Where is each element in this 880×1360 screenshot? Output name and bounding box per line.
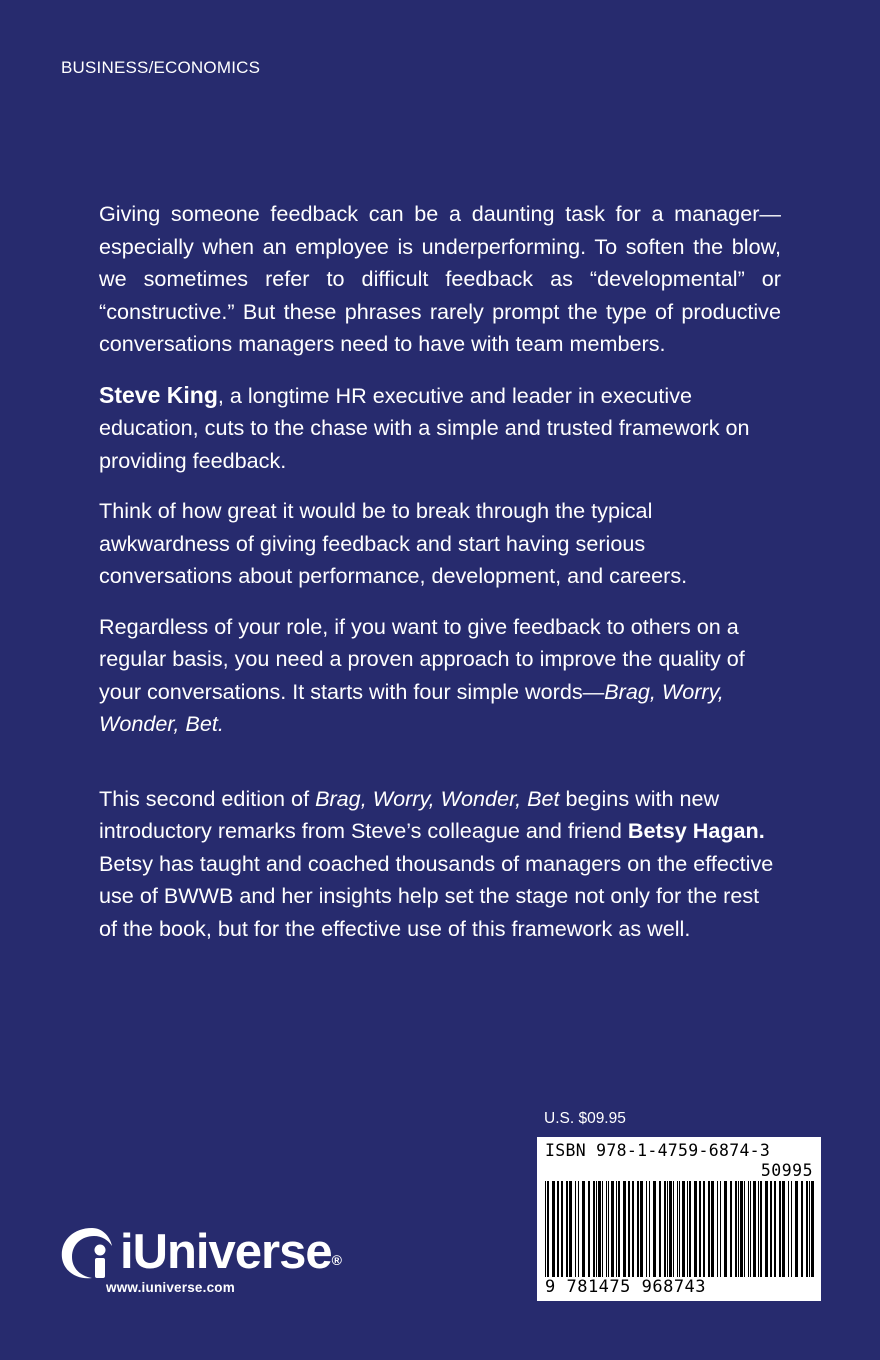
framework-words: Brag, Worry, Wonder, Bet.	[99, 678, 724, 736]
ean-digits: 9 781475 968743	[545, 1277, 707, 1297]
barcode-bar	[717, 1181, 718, 1277]
barcode-bar	[774, 1181, 776, 1277]
barcode-bar	[561, 1181, 563, 1277]
barcode-bar	[724, 1181, 727, 1277]
barcode-bar	[720, 1181, 721, 1277]
barcode-bar	[801, 1181, 803, 1277]
price-label: U.S. $09.95	[544, 1110, 626, 1127]
barcode-bar	[545, 1181, 546, 1277]
barcode-bar	[788, 1181, 789, 1277]
barcode-bar	[703, 1181, 705, 1277]
barcode-bar	[667, 1181, 668, 1277]
blurb-text: Betsy has taught and coached thousands of managers on the effective use of BWWB and her insights help set the stage not only for the rest of the book, but for the effective use of this framework as well.	[99, 850, 774, 941]
blurb-text: This second edition of	[99, 785, 316, 811]
barcode-bar	[575, 1181, 576, 1277]
barcode-bar	[628, 1181, 630, 1277]
barcode-bar	[552, 1181, 555, 1277]
author-name: Steve King	[99, 381, 218, 408]
blurb-paragraph-5	[99, 783, 781, 946]
barcode-bar	[611, 1181, 614, 1277]
barcode-bar	[682, 1181, 685, 1277]
isbn-barcode	[537, 1137, 821, 1301]
barcode-bar	[578, 1181, 579, 1277]
barcode-bar	[637, 1181, 639, 1277]
barcode-bar	[758, 1181, 759, 1277]
publisher-url: www.iuniverse.com	[106, 1280, 235, 1295]
blurb-paragraph-3	[99, 495, 781, 593]
barcode-bars	[543, 1181, 815, 1277]
barcode-bar	[557, 1181, 559, 1277]
blurb-paragraph-2	[99, 379, 781, 478]
barcode-bar	[608, 1181, 609, 1277]
barcode-bar	[687, 1181, 688, 1277]
barcode-bar	[694, 1181, 697, 1277]
barcode-bar	[699, 1181, 701, 1277]
barcode-bar	[640, 1181, 643, 1277]
barcode-bar	[646, 1181, 647, 1277]
barcode-bar	[765, 1181, 768, 1277]
barcode-bar	[593, 1181, 595, 1277]
barcode-bar	[566, 1181, 568, 1277]
price-code: 50995	[760, 1161, 813, 1180]
barcode-bar	[711, 1181, 714, 1277]
barcode-bar	[659, 1181, 661, 1277]
barcode-bar	[588, 1181, 590, 1277]
blurb-paragraph-1	[99, 198, 781, 361]
barcode-bar	[582, 1181, 585, 1277]
publisher-logo	[58, 1222, 388, 1312]
blurb-text: Think of how great it would be to break through the typical awkwardness of giving feedback and start having serious conversations about performance, development, and careers.	[99, 498, 688, 588]
barcode-bar	[602, 1181, 603, 1277]
barcode-bar	[738, 1181, 739, 1277]
barcode-bar	[740, 1181, 743, 1277]
barcode-bar	[623, 1181, 626, 1277]
barcode-bar	[673, 1181, 674, 1277]
blurb-paragraph-4	[99, 611, 781, 741]
barcode-bar	[811, 1181, 814, 1277]
barcode-bar	[677, 1181, 678, 1277]
book-title: Brag, Worry, Wonder, Bet	[315, 785, 560, 811]
barcode-bar	[547, 1181, 549, 1277]
barcode-bar	[760, 1181, 762, 1277]
barcode-bar	[616, 1181, 617, 1277]
iuniverse-swirl-icon	[58, 1224, 120, 1282]
barcode-bar	[744, 1181, 745, 1277]
barcode-bar	[735, 1181, 737, 1277]
barcode-bar	[606, 1181, 607, 1277]
barcode-bar	[750, 1181, 751, 1277]
publisher-name-text: iUniverse	[120, 1225, 332, 1279]
category-label: BUSINESS/ECONOMICS	[61, 58, 261, 77]
barcode-bar	[598, 1181, 601, 1277]
barcode-bar	[632, 1181, 634, 1277]
barcode-bar	[689, 1181, 691, 1277]
publisher-name	[120, 1222, 341, 1282]
barcode-bar	[653, 1181, 656, 1277]
barcode-bar	[569, 1181, 572, 1277]
barcode-bar	[782, 1181, 785, 1277]
blurb-text: Giving someone feedback can be a daunting task for a manager—especially when an employee is underperforming. To soften the blow, we sometimes refer to difficult feedback as “developmental” or “constructive.” But these phrases rarely prompt the type of productive conversations managers need to have with team members.	[99, 201, 781, 356]
barcode-bar	[753, 1181, 756, 1277]
blurb-text: begins with new introductory remarks from Steve’s colleague and friend	[99, 785, 720, 843]
isbn-label: ISBN 978-1-4759-6874-3	[545, 1141, 771, 1160]
barcode-bar	[770, 1181, 772, 1277]
barcode-bar	[730, 1181, 732, 1277]
blurb-text: , a longtime HR executive and leader in executive education, cuts to the chase with a simple and trusted framework on providing feedback.	[99, 382, 750, 473]
barcode-bar	[664, 1181, 666, 1277]
barcode-bar	[669, 1181, 672, 1277]
barcode-bar	[708, 1181, 710, 1277]
colleague-name: Betsy Hagan.	[627, 818, 765, 843]
back-cover-blurb	[99, 198, 781, 963]
barcode-bar	[649, 1181, 650, 1277]
barcode-bar	[618, 1181, 620, 1277]
barcode-bar	[795, 1181, 798, 1277]
blurb-text: Regardless of your role, if you want to give feedback to others on a regular basis, you need a proven approach to improve the quality of your conversations. It starts with four simple words—	[99, 613, 745, 704]
barcode-bar	[806, 1181, 808, 1277]
barcode-bar	[809, 1181, 810, 1277]
barcode-bar	[596, 1181, 597, 1277]
barcode-bar	[791, 1181, 792, 1277]
barcode-bar	[679, 1181, 680, 1277]
barcode-bar	[779, 1181, 781, 1277]
registered-mark: ®	[331, 1252, 341, 1268]
barcode-bar	[748, 1181, 749, 1277]
